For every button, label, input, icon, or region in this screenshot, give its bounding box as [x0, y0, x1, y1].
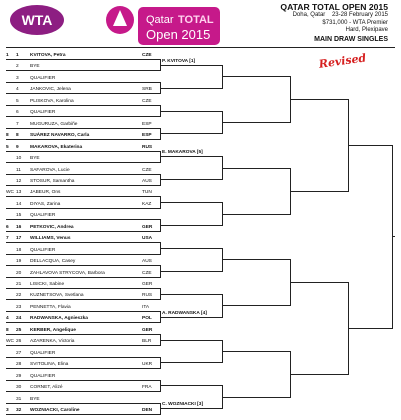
- entry-number: 14: [16, 201, 22, 207]
- entry-number: 20: [16, 270, 22, 276]
- entry-underline: [6, 391, 160, 392]
- entry-underline: [6, 162, 160, 163]
- entry-underline: [6, 196, 160, 197]
- entry-underline: [6, 334, 160, 335]
- r2-line: [160, 317, 222, 318]
- player-country: ESP: [142, 133, 152, 139]
- player-name: JANKOVIC, Jelena: [30, 87, 71, 93]
- player-name: QUALIFIER: [30, 110, 56, 116]
- entry-underline: [6, 288, 160, 289]
- r2-line: [160, 156, 222, 157]
- surface: Hard, Plexipave: [345, 27, 388, 33]
- r3-line: [222, 397, 290, 398]
- entry-number: 2: [16, 64, 19, 70]
- entry-underline: [6, 311, 160, 312]
- entry-number: 11: [16, 167, 21, 173]
- entry-number: 29: [16, 373, 22, 379]
- entry-underline: [6, 414, 160, 415]
- player-country: BLR: [142, 339, 152, 345]
- badge-line1: Qatar: [146, 14, 174, 26]
- player-name: QUALIFIER: [30, 350, 56, 356]
- final-line: [348, 145, 392, 146]
- sf-line: [290, 374, 348, 375]
- entry-number: 21: [16, 282, 22, 287]
- r2-line: [160, 248, 222, 249]
- entry-number: 28: [16, 362, 22, 368]
- player-country: ITA: [142, 304, 150, 310]
- entry-number: 32: [16, 407, 22, 413]
- r3-line: [222, 76, 290, 77]
- player-name: SUÁREZ NAVARRO, Carla: [30, 133, 90, 139]
- player-country: POL: [142, 316, 152, 322]
- entry-underline: [6, 128, 160, 129]
- r2-line: [160, 271, 222, 272]
- r2-line: [160, 133, 222, 134]
- entry-underline: [6, 59, 160, 60]
- player-country: UKR: [142, 362, 153, 368]
- entry-underline: [6, 151, 160, 152]
- player-name: WOZNIACKI, Caroline: [30, 407, 80, 413]
- player-country: CZE: [142, 270, 152, 276]
- entry-number: 13: [16, 190, 22, 196]
- player-country: TUN: [142, 190, 152, 196]
- entry-seed: 6: [6, 224, 9, 230]
- entry-number: 15: [16, 213, 22, 219]
- sf-line: [290, 282, 348, 283]
- r3-line: [222, 214, 290, 215]
- player-country: ESP: [142, 121, 152, 127]
- entry-number: 9: [16, 144, 19, 150]
- entry-underline: [6, 322, 160, 323]
- entry-underline: [6, 105, 160, 106]
- player-country: GER: [142, 224, 153, 230]
- entry-number: 16: [16, 224, 22, 230]
- r2-line: [160, 408, 222, 409]
- entry-seed: 3: [6, 407, 9, 413]
- player-name: QUALIFIER: [30, 213, 56, 219]
- entry-underline: [6, 231, 160, 232]
- r2-line: [160, 179, 222, 180]
- prize-money: $731,000 - WTA Premier: [322, 19, 388, 26]
- entry-seed: 5: [6, 144, 9, 150]
- entry-number: 8: [16, 133, 19, 139]
- player-name: JABEUR, Ons: [30, 190, 61, 196]
- r2-line: [160, 202, 222, 203]
- entry-seed: WC: [6, 190, 14, 196]
- entry-underline: [6, 116, 160, 117]
- entry-underline: [6, 277, 160, 278]
- r3-line: [222, 351, 290, 352]
- entry-seed: 8: [6, 327, 9, 333]
- sf-line: [290, 191, 348, 192]
- r2-line: [160, 294, 222, 295]
- player-name: BYE: [30, 396, 40, 402]
- entry-number: 22: [16, 293, 22, 299]
- player-name: CORNET, Alizé: [30, 385, 63, 391]
- player-name: LISICKI, Sabine: [30, 282, 65, 287]
- entry-underline: [6, 185, 160, 186]
- player-name: STOSUR, Samantha: [30, 178, 75, 184]
- entry-underline: [6, 345, 160, 346]
- player-name: KUZNETSOVA, Svetlana: [30, 293, 84, 299]
- player-country: AUS: [142, 178, 152, 184]
- sf-line: [290, 99, 348, 100]
- player-country: CZE: [142, 167, 152, 173]
- player-country: DEN: [142, 407, 153, 413]
- entry-number: 24: [16, 316, 22, 322]
- player-name: WILLIAMS, Venus: [30, 236, 71, 242]
- entry-seed: WC: [6, 339, 14, 345]
- entry-underline: [6, 380, 160, 381]
- entry-underline: [6, 208, 160, 209]
- entry-underline: [6, 265, 160, 266]
- entry-underline: [6, 82, 160, 83]
- player-name: DIYAS, Zarina: [30, 201, 61, 207]
- player-country: RUS: [142, 144, 153, 150]
- entry-number: 6: [16, 110, 19, 116]
- entry-underline: [6, 70, 160, 71]
- entry-number: 26: [16, 339, 22, 345]
- r2-line: [160, 88, 222, 89]
- entry-number: 3: [16, 75, 19, 81]
- player-country: CZE: [142, 98, 152, 104]
- entry-seed: 7: [6, 236, 9, 242]
- entry-underline: [6, 368, 160, 369]
- champion-line: [392, 236, 395, 237]
- r3-line: [222, 168, 290, 169]
- entry-seed: 1: [6, 53, 9, 58]
- entry-number: 27: [16, 350, 22, 356]
- player-name: QUALIFIER: [30, 247, 56, 253]
- player-name: BYE: [30, 156, 40, 162]
- entry-underline: [6, 254, 160, 255]
- player-country: KAZ: [142, 201, 152, 207]
- r2-line: [160, 385, 222, 386]
- player-name: BYE: [30, 64, 40, 70]
- player-country: AUS: [142, 259, 152, 265]
- player-name: PENNETTA, Flavia: [30, 304, 71, 310]
- r2-line: [160, 65, 222, 66]
- entry-number: 4: [16, 87, 19, 93]
- player-country: CZE: [142, 53, 152, 58]
- player-country: FRA: [142, 385, 152, 391]
- entry-number: 19: [16, 259, 22, 265]
- entry-seed: 8: [6, 133, 9, 139]
- player-name: SVITOLINA, Elina: [30, 362, 69, 368]
- r3-line: [222, 122, 290, 123]
- second-round-name: A. RADWANSKA [4]: [162, 310, 207, 316]
- second-round-name: E. MAKAROVA [5]: [162, 150, 203, 156]
- player-name: KERBER, Angelique: [30, 327, 76, 333]
- r3-line: [222, 305, 290, 306]
- player-name: KVITOVA, Petra: [30, 53, 66, 58]
- tournament-title: QATAR TOTAL OPEN 2015: [280, 2, 388, 12]
- entry-underline: [6, 219, 160, 220]
- location: Doha, Qatar: [292, 12, 326, 18]
- entry-number: 1: [16, 53, 19, 58]
- entry-number: 10: [16, 156, 22, 162]
- entry-number: 17: [16, 236, 22, 242]
- entry-number: 12: [16, 178, 22, 184]
- draw-name: MAIN DRAW SINGLES: [314, 35, 388, 43]
- entry-number: 30: [16, 385, 22, 391]
- player-name: PLISKOVA, Karolina: [30, 98, 74, 104]
- badge-line2: Open 2015: [146, 27, 211, 42]
- entry-underline: [6, 174, 160, 175]
- dates: 23-28 February 2015: [331, 12, 388, 18]
- player-country: SRB: [142, 87, 152, 93]
- second-round-name: C. WOZNIACKI [3]: [162, 402, 204, 408]
- r2-line: [160, 340, 222, 341]
- entry-underline: [6, 93, 160, 94]
- player-country: GER: [142, 327, 153, 333]
- player-name: QUALIFIER: [30, 373, 56, 379]
- entry-number: 18: [16, 247, 22, 253]
- entry-underline: [6, 242, 160, 243]
- entry-number: 23: [16, 304, 22, 310]
- r2-line: [160, 225, 222, 226]
- badge-line1b: TOTAL: [178, 14, 214, 26]
- entry-number: 5: [16, 98, 19, 104]
- player-name: PETKOVIC, Andrea: [30, 224, 74, 230]
- player-name: SAFAROVA, Lucie: [30, 167, 70, 173]
- r2-line: [160, 111, 222, 112]
- player-name: QUALIFIER: [30, 75, 56, 81]
- player-name: RADWANSKA, Agnieszka: [30, 316, 88, 322]
- final-line: [348, 328, 392, 329]
- entry-underline: [6, 139, 160, 140]
- player-name: ZAHLAVOVA STRYCOVA, Barbora: [30, 270, 105, 276]
- player-country: GER: [142, 282, 153, 287]
- entry-number: 7: [16, 121, 19, 127]
- entry-number: 31: [16, 396, 22, 402]
- entry-underline: [6, 403, 160, 404]
- entry-seed: 4: [6, 316, 9, 322]
- player-name: DELLACQUA, Casey: [30, 259, 76, 265]
- second-round-name: P. KVITOVA [1]: [162, 58, 196, 64]
- entry-number: 25: [16, 327, 22, 333]
- wta-logo-text: WTA: [21, 12, 53, 28]
- player-name: AZARENKA, Victoria: [30, 339, 75, 345]
- entry-underline: [6, 357, 160, 358]
- player-country: RUS: [142, 293, 153, 299]
- player-name: MUGURUZA, Garbiñe: [30, 121, 78, 127]
- r3-line: [222, 259, 290, 260]
- r2-line: [160, 362, 222, 363]
- player-name: MAKAROVA, Ekaterina: [30, 144, 83, 150]
- revised-stamp: Revised: [318, 51, 367, 71]
- player-country: USA: [142, 236, 153, 242]
- entry-underline: [6, 299, 160, 300]
